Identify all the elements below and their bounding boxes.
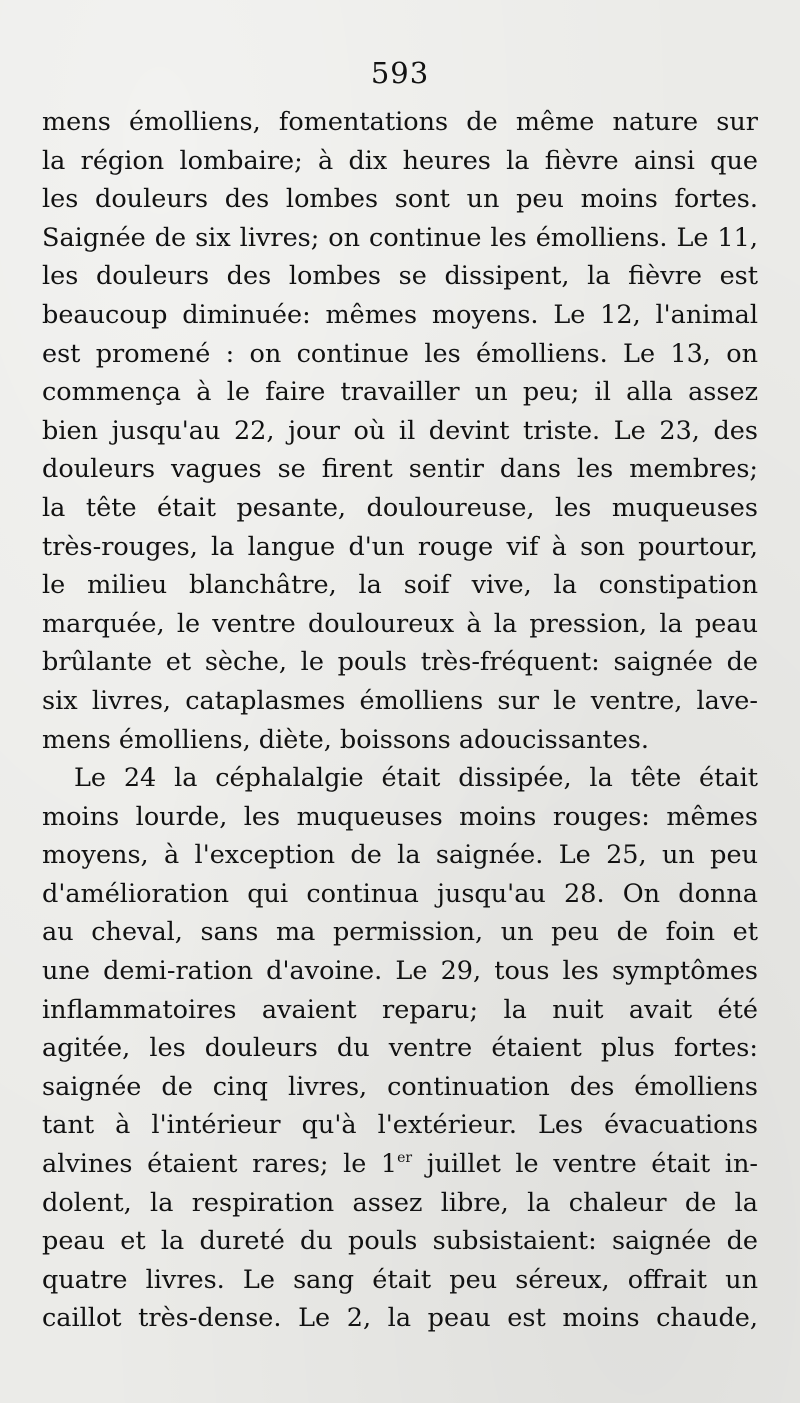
text-line: commença à le faire travailler un peu; il alla assez <box>42 377 758 408</box>
text-line: inflammatoires avaient reparu; la nuit avait été <box>42 994 758 1025</box>
text-line: moyens, à l'exception de la saignée. Le 25, un peu <box>42 840 758 871</box>
text-line: agitée, les douleurs du ventre étaient plus fortes: <box>42 1033 758 1064</box>
line-start: alvines étaient rares; le 1 <box>42 1149 398 1180</box>
text-line: une demi-ration d'avoine. Le 29, tous les symptômes <box>42 956 758 987</box>
ordinal-superscript: er <box>397 1150 413 1167</box>
text-line: brûlante et sèche, le pouls très-fréquent: saignée de <box>42 647 758 678</box>
text-line: tant à l'intérieur qu'à l'extérieur. Les évacuations <box>42 1110 758 1141</box>
paragraph-end-line: mens émolliens, diète, boissons adoucissantes. <box>42 724 649 755</box>
text-line: au cheval, sans ma permission, un peu de foin et <box>42 917 758 948</box>
text-line: d'amélioration qui continua jusqu'au 28. On donna <box>42 878 758 909</box>
text-line: très-rouges, la langue d'un rouge vif à son pourtour, <box>42 531 758 562</box>
text-line: la région lombaire; à dix heures la fièvre ainsi que <box>42 145 758 176</box>
text-line: Saignée de six livres; on continue les émolliens. Le 11, <box>42 222 758 253</box>
text-line: le milieu blanchâtre, la soif vive, la constipation <box>42 570 758 601</box>
text-line: peau et la dureté du pouls subsistaient: saignée de <box>42 1226 758 1257</box>
text-line: est promené : on continue les émolliens. Le 13, on <box>42 338 758 369</box>
text-line-with-superscript <box>42 1145 758 1184</box>
paragraph-start-line: Le 24 la céphalalgie était dissipée, la tête était <box>74 763 758 794</box>
text-line: dolent, la respiration assez libre, la chaleur de la <box>42 1187 758 1218</box>
text-line: marquée, le ventre douloureux à la pression, la peau <box>42 608 758 639</box>
text-line: la tête était pesante, douloureuse, les muqueuses <box>42 492 758 523</box>
text-line: bien jusqu'au 22, jour où il devint triste. Le 23, des <box>42 415 758 446</box>
text-line: les douleurs des lombes se dissipent, la fièvre est <box>42 261 758 292</box>
text-line: les douleurs des lombes sont un peu moins fortes. <box>42 184 758 215</box>
text-line: moins lourde, les muqueuses moins rouges: mêmes <box>42 801 758 832</box>
text-line: beaucoup diminuée: mêmes moyens. Le 12, l'animal <box>42 299 758 330</box>
text-line: quatre livres. Le sang était peu séreux, offrait un <box>42 1264 758 1295</box>
text-line: caillot très-dense. Le 2, la peau est moins chaude, <box>42 1303 758 1334</box>
text-line: douleurs vagues se firent sentir dans les membres; <box>42 454 758 485</box>
text-line: six livres, cataplasmes émolliens sur le ventre, lave- <box>42 685 758 716</box>
text-line: saignée de cinq livres, continuation des émolliens <box>42 1071 758 1102</box>
page-number: 593 <box>370 56 430 90</box>
text-line: mens émolliens, fomentations de même nature sur <box>42 107 758 137</box>
body-text <box>42 103 758 1338</box>
line-end: juillet le ventre était in- <box>412 1149 758 1180</box>
